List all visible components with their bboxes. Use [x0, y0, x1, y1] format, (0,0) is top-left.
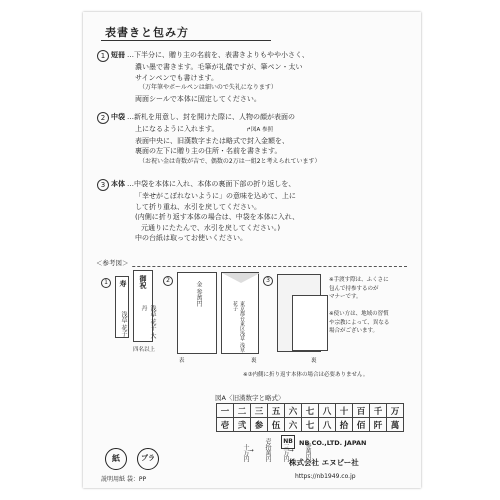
- plastic-recycle-icon: プラ: [137, 448, 159, 470]
- example-a1: 十万円: [242, 444, 249, 462]
- example-b2: 参萬円: [304, 442, 311, 460]
- table-cell: 佰: [353, 418, 370, 432]
- reference-label: ＜参考図＞: [93, 258, 132, 267]
- section-line: 表面中央に、旧漢数字または略式で封入金額を、: [135, 136, 289, 145]
- section-number: 2: [97, 112, 109, 124]
- section-line: 「幸せがこぼれないように」の意味を込めて、上に: [135, 192, 296, 200]
- hontai-back: [277, 274, 321, 352]
- table-cell: 二: [234, 404, 251, 418]
- table-cell: 拾: [336, 418, 353, 432]
- table-cell: 万: [387, 404, 404, 418]
- reference-notes: ※手渡す際は、ふくさに 包んで持参するのが マナーです。 ※使い方は、地域の習慣 や宗教によって、異なる 場合がございます。: [329, 277, 390, 334]
- section-line: サインペンでも書けます。: [135, 73, 218, 82]
- section-line: …下半分に、贈り主の名前を、表書きよりもやや小さく、: [127, 51, 309, 59]
- section-line: 裏面の左下に贈り主の住所・名前を書きます。: [135, 147, 282, 155]
- nb-logo-icon: NB: [281, 435, 295, 449]
- section-note: （お祝い金は奇数が吉で、偶数の2万は一組2と考えられています）: [139, 157, 321, 165]
- arrow-icon: →: [289, 448, 294, 454]
- table-cell: 八: [319, 404, 336, 418]
- table-cell: 参: [251, 418, 268, 432]
- table-cell: 萬: [387, 418, 404, 432]
- tanzaku-name: 浅草 花子: [120, 311, 127, 337]
- arrow-icon: →: [249, 448, 254, 454]
- table-cell: 六: [285, 418, 302, 432]
- section-tanzaku: [97, 50, 309, 104]
- table-cell: 千: [370, 404, 387, 418]
- section-line: (内側に折り返す本体の場合は、中袋を本体に入れ、: [135, 213, 300, 221]
- table-cell: 伍: [268, 418, 285, 432]
- figure-number-3: 3: [263, 276, 273, 286]
- table-cell: 七: [302, 418, 319, 432]
- tanzaku-strip-multi: [133, 270, 156, 342]
- table-cell: 三: [251, 404, 268, 418]
- nakabukuro-front-label: 表: [179, 358, 185, 364]
- nakabukuro-back: [221, 272, 259, 354]
- table-cell: 一: [217, 404, 234, 418]
- table-row-modern: [217, 404, 404, 418]
- section-line: 元通りにたたんで、水引を戻してください。): [141, 223, 281, 232]
- table-cell: 百: [353, 404, 370, 418]
- title-underline: [101, 40, 271, 41]
- nakabukuro-back-label: 裏: [251, 358, 257, 364]
- example-a2: 三万円: [282, 444, 289, 462]
- section-line: …中袋を本体に入れ、本体の裏面下部の折り返しを、: [127, 180, 296, 188]
- company-name: 株式会社 エヌビー社: [289, 458, 359, 467]
- nakabukuro-sender: 東京都台東区浅草 浅草花子: [232, 301, 245, 353]
- tanzaku-strip: [115, 276, 129, 338]
- section-line: 上になるように入れます。 ↱図A 参照: [135, 125, 274, 133]
- brand-name: NB CO.,LTD. JAPAN: [299, 439, 367, 447]
- nakabukuro-amount: 金 参萬円: [195, 281, 202, 307]
- table-row-old: [217, 418, 404, 432]
- table-cell: 弐: [234, 418, 251, 432]
- nakabukuro-front: [177, 272, 217, 354]
- table-title: 図A〈旧漢数字と略式〉: [215, 394, 285, 402]
- example-b1: 壱拾萬円: [264, 438, 271, 462]
- section-heading: 中袋: [111, 113, 125, 121]
- tanzaku2-name: 浅草 花子 大 丹: [140, 305, 156, 339]
- hontai-back-label: 裏: [311, 358, 317, 364]
- section-nakabukuro: [97, 112, 321, 167]
- section-heading: 短冊: [111, 51, 125, 59]
- table-cell: 八: [319, 418, 336, 432]
- table-cell: 七: [302, 404, 319, 418]
- figure-number-1: 1: [101, 278, 111, 288]
- section-line: 両面シールで本体に固定してください。: [135, 94, 261, 103]
- section-number: 3: [97, 179, 109, 191]
- section-line: 濃い墨で書きます。毛筆が礼儀ですが、筆ペン・太い: [135, 63, 303, 71]
- section-number: 1: [97, 50, 109, 62]
- section-line: して折り重ね、水引を戻してください。: [135, 202, 261, 211]
- section-note: （万年筆やボールペンは細いので失礼になります）: [139, 84, 277, 91]
- envelope-flap: [222, 273, 260, 283]
- caption-four-names: 四名以上: [133, 347, 156, 353]
- figure-a-reference: ↱図A 参照: [246, 127, 274, 133]
- instruction-card: [83, 12, 421, 488]
- table-cell: 六: [285, 404, 302, 418]
- kanji-number-table: [216, 403, 404, 432]
- figure-number-2: 2: [163, 276, 173, 286]
- table-cell: 壱: [217, 418, 234, 432]
- table-cell: 十: [336, 404, 353, 418]
- table-cell: 阡: [370, 418, 387, 432]
- tanzaku-main-text: 寿: [119, 280, 127, 287]
- section-line: 中の台紙は取ってお使いください。: [135, 234, 247, 242]
- section-line: …新札を用意し、封を開けた際に、人物の顔が表面の: [127, 113, 295, 121]
- paper-recycle-icon: 紙: [105, 448, 127, 470]
- tanzaku2-main-text: 御祝: [139, 275, 147, 289]
- fold-note: ※③内側に折り返す本体の場合は必要ありません。: [243, 372, 369, 378]
- section-hontai: [97, 179, 299, 244]
- hontai-fold: [292, 295, 328, 351]
- company-url: https://nb1949.co.jp: [295, 473, 356, 480]
- page-title: 表書きと包み方: [105, 26, 189, 39]
- table-cell: 五: [268, 404, 285, 418]
- section-heading: 本体: [111, 180, 125, 188]
- material-caption: 説明用紙 袋：PP: [101, 476, 147, 483]
